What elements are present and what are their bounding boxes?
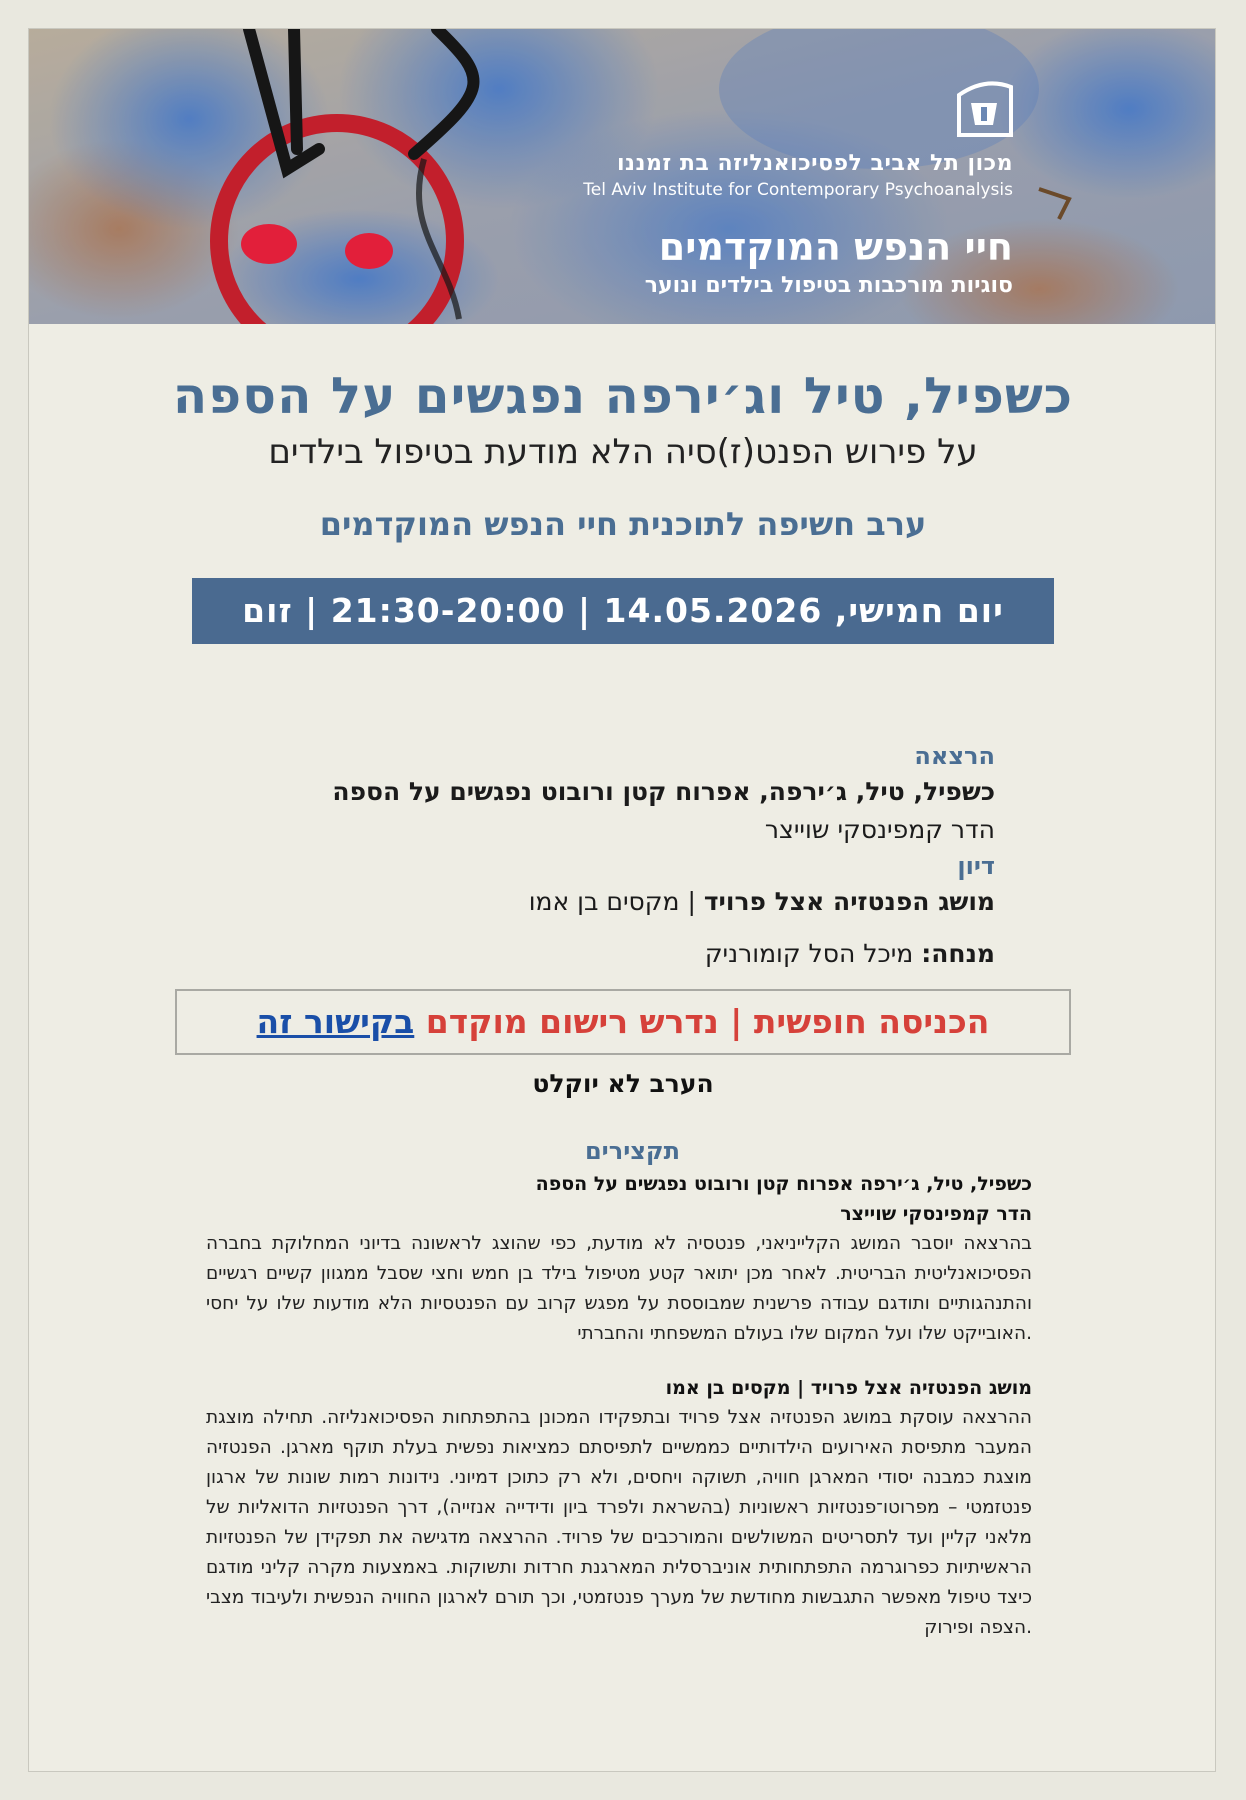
lecture-label: הרצאה: [914, 742, 995, 770]
second-abstract-title: מושג הפנטזיה אצל פרויד | מקסים בן אמו: [665, 1377, 1032, 1399]
discussion-separator: |: [679, 887, 704, 916]
program-line: ערב חשיפה לתוכנית חיי הנפש המוקדמים: [319, 505, 927, 543]
lineup-section: [195, 739, 995, 973]
event-header: [29, 324, 1216, 644]
first-abstract-author: הדר קמפינסקי שוייצר: [840, 1203, 1032, 1225]
date-time-bar: יום חמישי, 14.05.2026 | 21:30-20:00 | זום: [192, 578, 1054, 644]
program-title: חיי הנפש המוקדמים: [658, 225, 1013, 269]
lecture-title: כשפיל, טיל, ג׳ירפה, אפרוח קטן ורובוט נפגשים על הספה: [332, 777, 995, 806]
institute-name-english: Tel Aviv Institute for Contemporary Psychoanalysis: [583, 180, 1013, 200]
program-subtitle: סוגיות מורכבות בטיפול בילדים ונוער: [644, 273, 1013, 298]
first-abstract-title: כשפיל, טיל, ג׳ירפה אפרוח קטן ורובוט נפגשים על הספה: [535, 1173, 1032, 1195]
second-abstract-body: ההרצאה עוסקת במושג הפנטזיה אצל פרויד ובתפקידו המכונן בהתפתחות הפסיכואנליזה. תחילה מוצגת המעבר מתפיסת האירועים הילדותיים כממשיים לתפיסתם כמציאות נפשית בעלת תוקף מארגן. הפנטזיה מוצגת כמבנה יסודי המארגן חוויה, תשוקה ויחסים, ולא רק כתוכן דמיוני. נידונות רמות שונות של ארגון פנטזמטי – מפרוטו־פנטזיות ראשוניות (בהשראת ולפרד ביון ודידייה אנזייה), דרך הפנטזיות הדואליות של מלאני קליין ועד לתסריטים המשולשים והמורכבים של פרויד. ההרצאה מדגישה את תפקידן של הפנטזיות הראשיתיות כפרוגרמה התפתחותית אוניברסלית המארגנת חרדות ותשוקות. באמצעות מקרה קליני מודגם כיצד טיפול מאפשר התגבשות מחודשת של מערך פנטזמטי, וכך תורם לארגון החוויה הנפשית ולעיבוד מצבי הצפה ופירוק.: [206, 1407, 1032, 1638]
institute-logo-icon: [957, 77, 1013, 137]
moderator-label: מנחה:: [921, 939, 995, 968]
lecturer-name: הדר קמפינסקי שוייצר: [764, 815, 995, 844]
discussant-name: מקסים בן אמו: [528, 887, 680, 916]
registration-link[interactable]: בקישור זה: [256, 1002, 415, 1041]
registration-box: [175, 989, 1071, 1055]
discussion-line: [195, 883, 995, 921]
flyer-page: [28, 28, 1216, 1772]
first-abstract-body: בהרצאה יוסבר המושג הקלייניאני, פנטסיה לא מודעת, כפי שהוצג לראשונה בדיוני המחלוקת בחברה הפסיכואנליטית הבריטית. לאחר מכן יתואר קטע מטיפול בילד בן חמש וחצי שסבל ממגוון קשיים רגשיים והתנהגותיים ותודגם עבודה פרשנית שמבוססת על מפגש קרוב עם הפנטסיות הלא מודעות שלו על יחסי האובייקט שלו ועל המקום שלו בעולם המשפחתי והחברתי.: [206, 1233, 1032, 1344]
institute-name-hebrew: מכון תל אביב לפסיכואנליזה בת זמננו: [616, 151, 1013, 176]
not-recorded-note: הערב לא יוקלט: [532, 1069, 714, 1098]
abstracts-section: [206, 1133, 1032, 1643]
event-subtitle: על פירוש הפנט(ז)סיה הלא מודעת בטיפול בילדים: [268, 432, 978, 472]
event-title: כשפיל, טיל וג׳ירפה נפגשים על הספה: [172, 367, 1074, 425]
header-banner: [29, 29, 1216, 324]
moderator-line: [195, 935, 995, 973]
free-entry-text: הכניסה חופשית | נדרש רישום מוקדם: [414, 1002, 990, 1041]
discussion-label: דיון: [957, 852, 995, 880]
discussion-title: מושג הפנטזיה אצל פרויד: [703, 887, 995, 916]
banner-text-block: [453, 151, 1013, 301]
abstracts-heading: תקצירים: [584, 1137, 680, 1165]
moderator-name: מיכל הסל קומורניק: [704, 939, 914, 968]
